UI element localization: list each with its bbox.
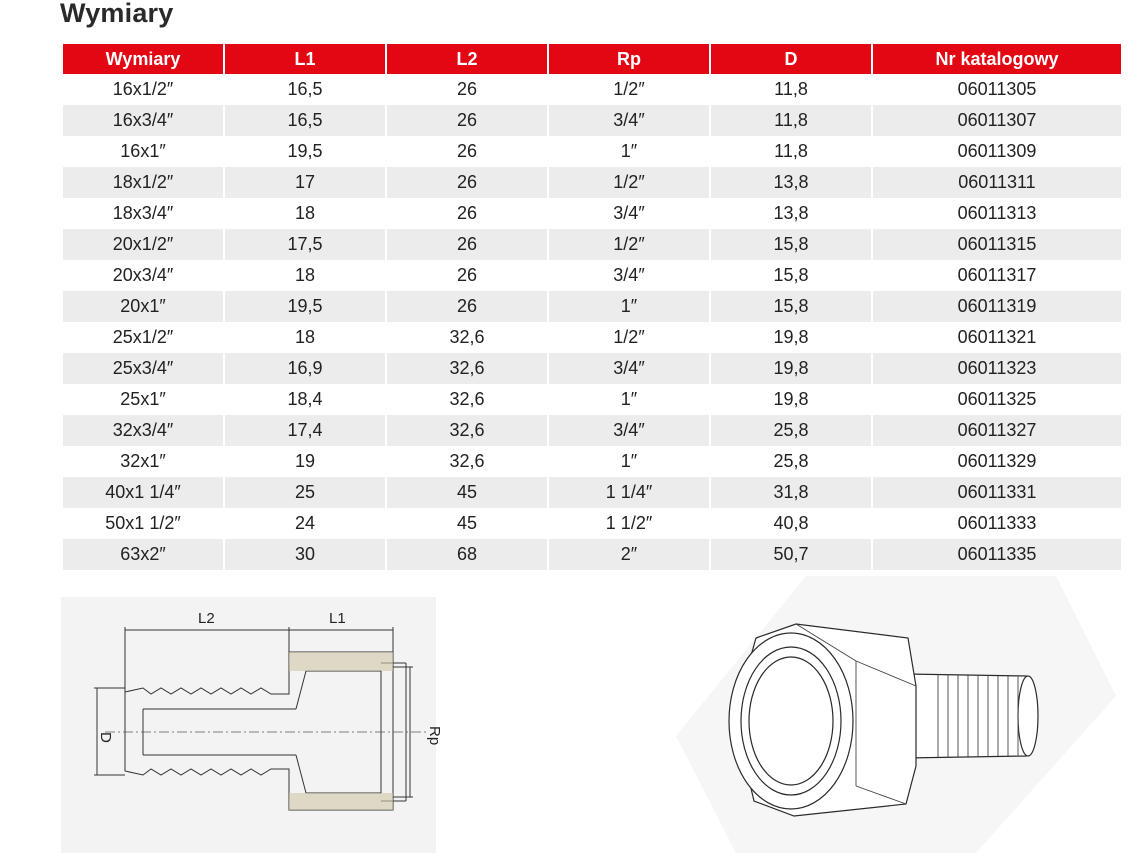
table-row [63,322,1121,353]
table-cell: 19,8 [711,353,871,384]
label-d: D [97,732,114,743]
table-row [63,136,1121,167]
table-cell: 18 [294,327,316,347]
table-cell: 17 [225,167,385,198]
table-cell: 26 [387,229,547,260]
table-cell: 63x2″ [63,539,223,570]
table-cell: 32x1″ [120,451,166,471]
table-cell: 26 [387,291,547,322]
dimensions-table [61,44,1123,570]
table-cell: 1 1/4″ [549,477,709,508]
table-cell: 18,4 [287,389,323,409]
page-title: Wymiary [60,0,174,28]
table-cell: 1/2″ [613,79,645,99]
table-row [63,508,1121,539]
table-cell: 50,7 [711,539,871,570]
table-row [63,353,1121,384]
table-cell: 3/4″ [549,353,709,384]
table-cell: 26 [387,105,547,136]
table-cell: 06011327 [873,415,1121,446]
table-row [63,446,1121,477]
table-row [63,74,1121,105]
table-cell: 20x3/4″ [112,265,174,285]
table-body [63,74,1121,570]
table-cell: 32,6 [449,451,485,471]
table-cell: 3/4″ [613,203,645,223]
table-row [63,384,1121,415]
table-cell: 16x3/4″ [63,105,223,136]
table-header-row [63,44,1121,74]
fitting-3d-drawing [676,576,1116,853]
table-cell: 26 [456,79,478,99]
table-cell: 06011311 [873,167,1121,198]
table-cell: 06011307 [873,105,1121,136]
table-cell: 06011323 [873,353,1121,384]
table-cell: 06011313 [957,203,1037,223]
table-cell: 06011319 [873,291,1121,322]
table-cell: 45 [456,513,478,533]
table-cell: 3/4″ [613,265,645,285]
table-cell: 13,8 [773,203,809,223]
table-cell: 11,8 [774,141,808,161]
table-cell: 24 [294,513,316,533]
table-cell: 11,8 [711,105,871,136]
table-cell: 19 [294,451,316,471]
table-cell: 18 [294,265,316,285]
label-rp: Rp [426,726,443,746]
table-cell: 26 [387,167,547,198]
table-cell: 06011335 [873,539,1121,570]
table-cell: 16x1″ [120,141,166,161]
table-cell: 1″ [549,291,709,322]
table-cell: 31,8 [711,477,871,508]
technical-drawing [61,597,443,853]
header-d: D [711,44,871,74]
table-cell: 1/2″ [549,167,709,198]
label-l2: L2 [198,610,215,627]
table-cell: 25x3/4″ [63,353,223,384]
table-row [63,167,1121,198]
table-cell: 45 [387,477,547,508]
table-cell: 19,5 [225,291,385,322]
table-cell: 06011321 [957,327,1037,347]
table-cell: 40,8 [773,513,809,533]
table-row [63,260,1121,291]
table-row [63,539,1121,570]
table-cell: 32x3/4″ [63,415,223,446]
table-row [63,291,1121,322]
table-cell: 1″ [620,389,638,409]
table-cell: 25 [225,477,385,508]
table-cell: 15,8 [711,229,871,260]
table-cell: 19,5 [287,141,323,161]
table-cell: 17,4 [225,415,385,446]
table-cell: 18 [294,203,316,223]
table-cell: 26 [456,203,478,223]
table-cell: 13,8 [711,167,871,198]
table-cell: 26 [456,265,478,285]
table-cell: 25,8 [711,415,871,446]
table-cell: 20x1″ [63,291,223,322]
table-cell: 40x1 1/4″ [63,477,223,508]
label-l1: L1 [329,610,346,627]
header-catalog-number: Nr katalogowy [873,44,1121,74]
table-cell: 16,5 [287,79,323,99]
table-cell: 68 [387,539,547,570]
fitting-3d-illustration [676,576,1116,853]
table-row [63,477,1121,508]
table-cell: 06011325 [957,389,1037,409]
table-cell: 32,6 [449,327,485,347]
table-cell: 1 1/2″ [605,513,653,533]
header-l1: L1 [225,44,385,74]
table-cell: 06011333 [957,513,1037,533]
table-cell: 16,5 [225,105,385,136]
table-cell: 25x1″ [120,389,166,409]
table-row [63,415,1121,446]
table-cell: 16x1/2″ [112,79,174,99]
table-row [63,198,1121,229]
table-cell: 06011309 [957,141,1037,161]
table-cell: 32,6 [387,415,547,446]
table-cell: 11,8 [774,79,808,99]
table-cell: 18x3/4″ [112,203,174,223]
table-row [63,105,1121,136]
table-cell: 06011329 [957,451,1037,471]
table-cell: 18x1/2″ [63,167,223,198]
table-cell: 3/4″ [549,105,709,136]
table-cell: 3/4″ [549,415,709,446]
table-cell: 32,6 [387,353,547,384]
table-cell: 1″ [620,141,638,161]
header-rp: Rp [549,44,709,74]
table-cell: 30 [225,539,385,570]
table-cell: 16,9 [225,353,385,384]
table-cell: 19,8 [773,327,809,347]
table-cell: 1″ [620,451,638,471]
cross-section-drawing [61,597,443,853]
table-cell: 17,5 [225,229,385,260]
header-wymiary: Wymiary [63,44,223,74]
table-cell: 25,8 [773,451,809,471]
table-cell: 50x1 1/2″ [105,513,181,533]
table-cell: 06011305 [957,79,1037,99]
table-cell: 2″ [549,539,709,570]
table-cell: 1/2″ [613,327,645,347]
table-cell: 06011331 [873,477,1121,508]
header-l2: L2 [387,44,547,74]
table-row [63,229,1121,260]
table-cell: 26 [456,141,478,161]
table-cell: 20x1/2″ [63,229,223,260]
table-cell: 1/2″ [549,229,709,260]
table-cell: 19,8 [773,389,809,409]
table-cell: 15,8 [711,291,871,322]
table-cell: 06011315 [873,229,1121,260]
table-cell: 32,6 [449,389,485,409]
table-cell: 15,8 [773,265,809,285]
table-cell: 06011317 [957,265,1037,285]
table-cell: 25x1/2″ [112,327,174,347]
